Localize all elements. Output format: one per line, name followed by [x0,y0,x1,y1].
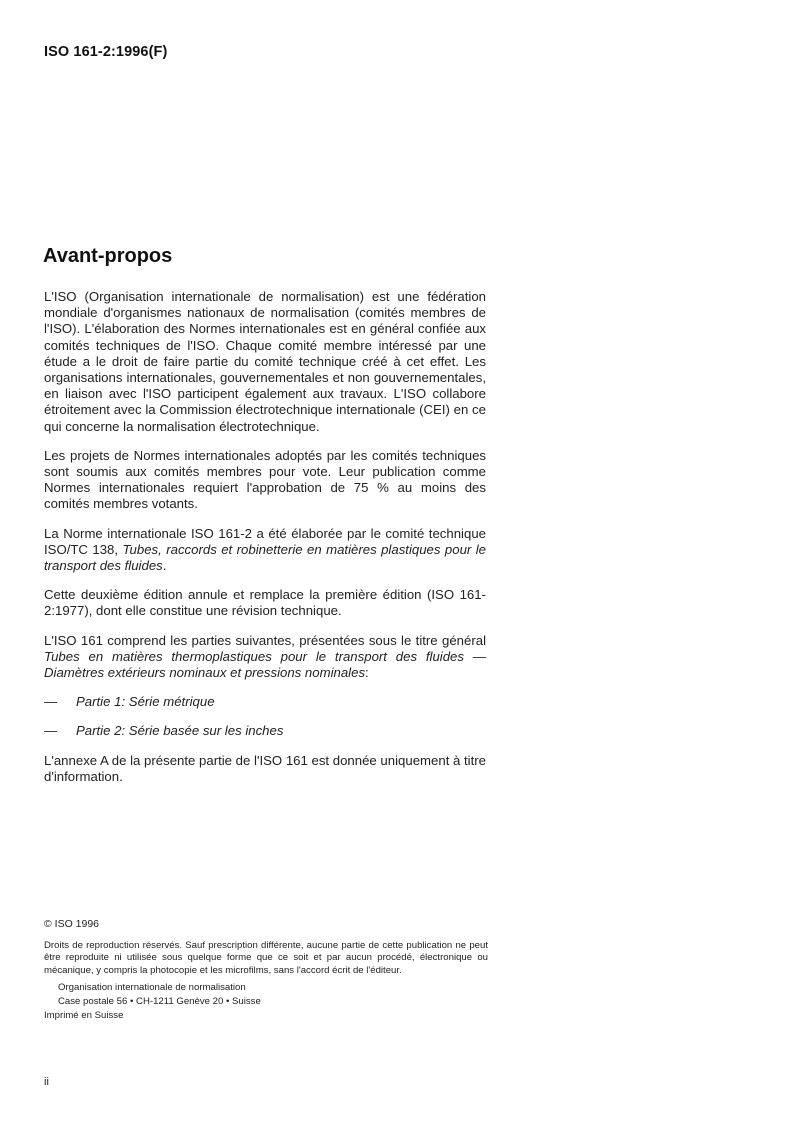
org-address: Case postale 56 • CH-1211 Genève 20 • Suisse [58,996,261,1008]
foreword-title: Avant-propos [43,245,173,267]
copyright-block [44,918,488,1022]
paragraph-annex: L'annexe A de la présente partie de l'ISO 161 est donnée uniquement à titre d'information. [44,752,486,784]
paragraph-iso-intro: L'ISO (Organisation internationale de normalisation) est une fédération mondiale d'organismes nationaux de normalisation (comités membres de l'ISO). L'élaboration des Normes internationales est en général confiée aux comités techniques de l'ISO. Chaque comité membre intéressé par une étude a le droit de faire partie du comité technique créé à cet effet. Les organisations internationales, gouvernementales et non gouvernementales, en liaison avec l'ISO participent également aux travaux. L'ISO collabore étroitement avec la Commission électrotechnique internationale (CEI) en ce qui concerne la normalisation électrotechnique. [44,289,486,434]
paragraph-committee [44,526,486,575]
list-item [44,723,486,739]
general-title: Tubes en matières thermoplastiques pour le transport des fluides — Diamètres extérieurs nominaux et pressions nominales [44,648,486,681]
foreword-body [44,289,486,798]
parts-intro-end: : [365,665,369,681]
paragraph-parts-intro [44,633,486,682]
page-number: ii [44,1076,49,1088]
committee-title: Tubes, raccords et robinetterie en matières plastiques pour le transport des fluides [44,541,486,574]
paragraph-voting: Les projets de Normes internationales adoptés par les comités techniques sont soumis aux comités membres pour vote. Leur publication comme Normes internationales requiert l'approbation de 75 % au moins des comités membres votants. [44,447,486,512]
paragraph-edition: Cette deuxième édition annule et remplace la première édition (ISO 161-2:1977), dont elle constitue une révision technique. [44,587,486,619]
committee-text: La Norme internationale ISO 161-2 a été élaborée par le comité technique ISO/TC 138, [44,525,486,557]
list-item-label: Partie 2: Série basée sur les inches [76,723,284,739]
list-dash: — [44,723,58,739]
list-item [44,694,486,710]
rights-statement: Droits de reproduction réservés. Sauf prescription différente, aucune partie de cette publication ne peut être reproduite ni utilisée sous quelque forme que ce soit et par aucun procédé, électronique ou mécanique, y compris la photocopie et les microfilms, sans l'accord écrit de l'éditeur. [44,940,488,976]
list-item-label: Partie 1: Série métrique [76,694,215,710]
printed-in: Imprimé en Suisse [44,1010,124,1022]
committee-end: . [162,558,167,574]
list-dash: — [44,694,58,710]
org-name: Organisation internationale de normalisation [58,981,246,993]
copyright-notice: © ISO 1996 [44,918,100,930]
parts-intro-text: L'ISO 161 comprend les parties suivantes, présentées sous le titre général [44,632,486,648]
standard-identifier: ISO 161-2:1996(F) [44,44,168,60]
